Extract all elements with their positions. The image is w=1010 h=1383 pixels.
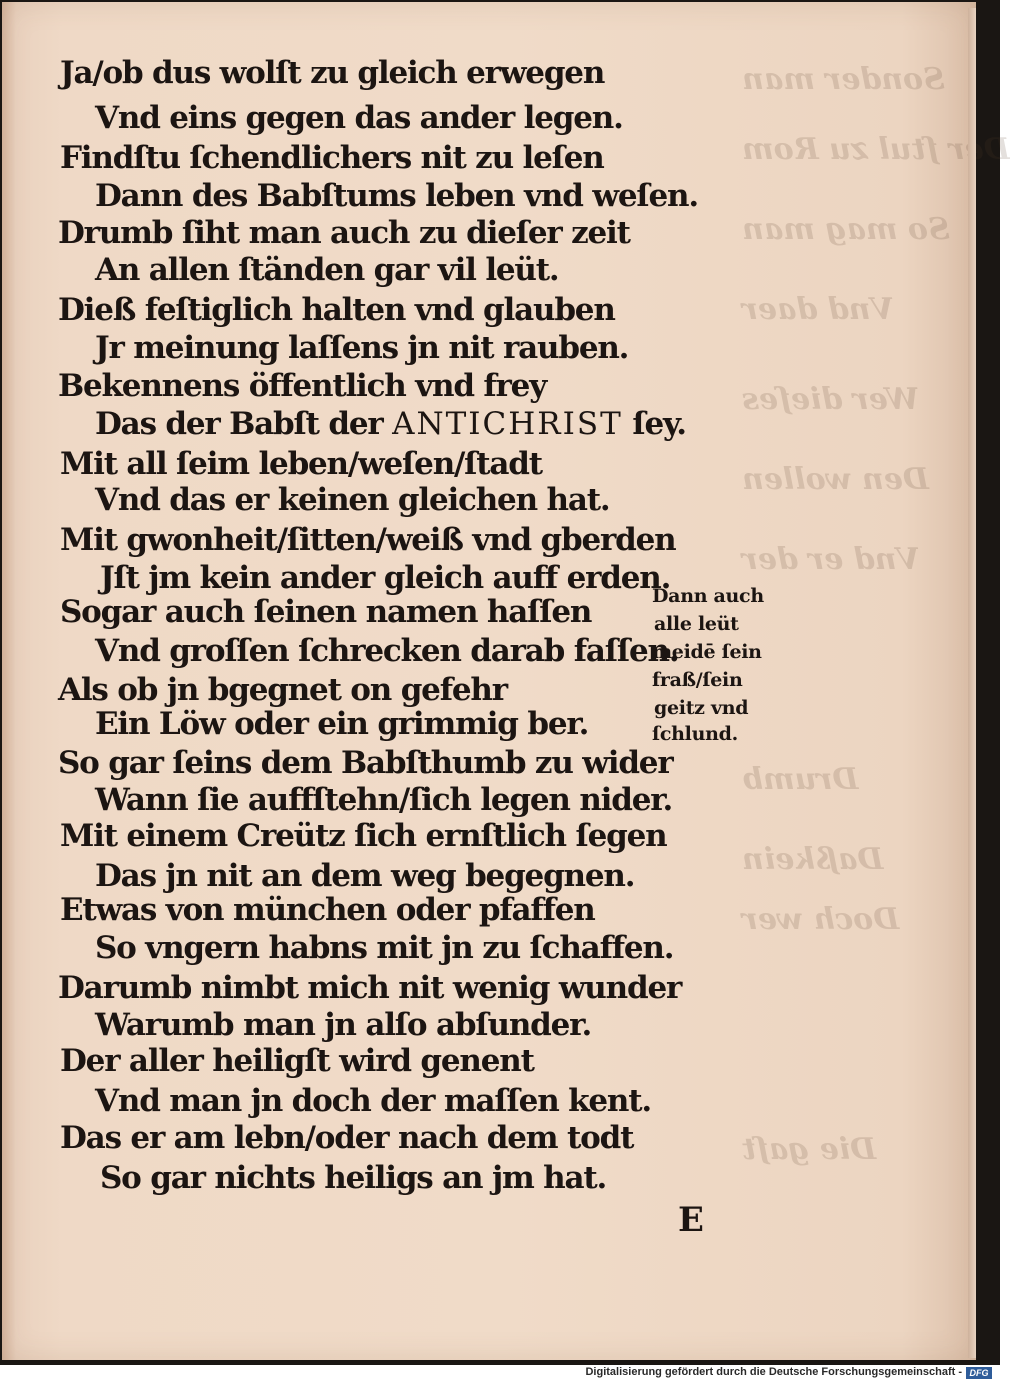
- verse-line: So gar ſeins dem Babſthumb zu wider: [58, 745, 673, 781]
- book-page: Sonder man Der ſtul zu Rom So mag man Vnd daer Wer dieſes Den wollen Vnd er der Drumb Daßkein Doch wer Die gaſt: [2, 2, 976, 1360]
- page-edge: [968, 8, 976, 1358]
- verse-line: Vnd das er keinen gleichen hat.: [95, 482, 610, 518]
- footer-credit: Digitalisierung gefördert durch die Deutsche Forschungsgemeinschaft -: [585, 1366, 962, 1378]
- verse-line: Mit gwonheit/ſitten/weiß vnd gberden: [60, 522, 676, 558]
- verse-line: Der aller heiligſt wird genent: [60, 1043, 534, 1079]
- verse-line: Vnd eins gegen das ander legen.: [95, 100, 623, 136]
- verse-line: So gar nichts heiligs an jm hat.: [100, 1160, 607, 1196]
- verse-line: Das er am lebn/oder nach dem todt: [60, 1120, 634, 1156]
- marginal-line: Dann auch: [652, 585, 764, 607]
- verse-line: Etwas von münchen oder pfaffen: [60, 892, 595, 928]
- verse-line: Jr meinung laſſens jn nit rauben.: [95, 330, 629, 366]
- verse-line: Wann ſie auffſtehn/ſich legen nider.: [95, 782, 673, 818]
- verse-line: Vnd man jn doch der maſſen kent.: [95, 1083, 651, 1119]
- verse-line: Ja/ob dus wolſt zu gleich erwegen: [60, 55, 605, 91]
- verse-line: Findſtu ſchendlichers nit zu leſen: [60, 140, 604, 176]
- dfg-logo: DFG: [966, 1367, 992, 1379]
- verse-line: Ein Löw oder ein grimmig ber.: [95, 706, 589, 742]
- verse-line: Warumb man jn alſo abſunder.: [95, 1007, 592, 1043]
- footer: [0, 1365, 1000, 1383]
- verse-line: Dieß feſtiglich halten vnd glauben: [58, 292, 615, 328]
- marginal-line: alle leüt: [654, 613, 739, 635]
- verse-text-tail: ſey.: [632, 406, 686, 442]
- verse-line: So vngern habns mit jn zu ſchaffen.: [95, 930, 674, 966]
- verse-line: Drumb ſiht man auch zu dieſer zeit: [58, 215, 630, 251]
- verse-line: Das jn nit an dem weg begegnen.: [95, 858, 635, 894]
- verse-line: An allen ſtänden gar vil leüt.: [95, 252, 559, 288]
- marginal-line: meidē ſein: [652, 641, 762, 663]
- verse-line: Mit einem Creütz ſich ernſtlich ſegen: [60, 818, 667, 854]
- verse-line: Jſt jm kein ander gleich auff erden.: [100, 560, 671, 596]
- verse-text: Das der Babſt der: [95, 406, 383, 442]
- catchword: E: [678, 1200, 704, 1240]
- marginal-line: geitz vnd: [654, 697, 749, 719]
- marginal-line: fraß/ſein: [652, 669, 743, 691]
- verse-line: Sogar auch ſeinen namen haſſen: [60, 594, 592, 630]
- verse-line: Bekennens öffentlich vnd frey: [58, 368, 547, 404]
- marginal-line: ſchlund.: [652, 723, 738, 745]
- verse-line-antichrist: [95, 406, 686, 442]
- verse-line: Mit all ſeim leben/weſen/ſtadt: [60, 446, 542, 482]
- antichrist-word: ANTICHRIST: [392, 406, 623, 442]
- verse-line: Vnd groſſen ſchrecken darab faſſen.: [95, 633, 679, 669]
- verse-line: Dann des Babſtums leben vnd weſen.: [95, 178, 698, 214]
- verse-line: Darumb nimbt mich nit wenig wunder: [58, 970, 682, 1006]
- verse-line: Als ob jn bgegnet on gefehr: [58, 672, 507, 708]
